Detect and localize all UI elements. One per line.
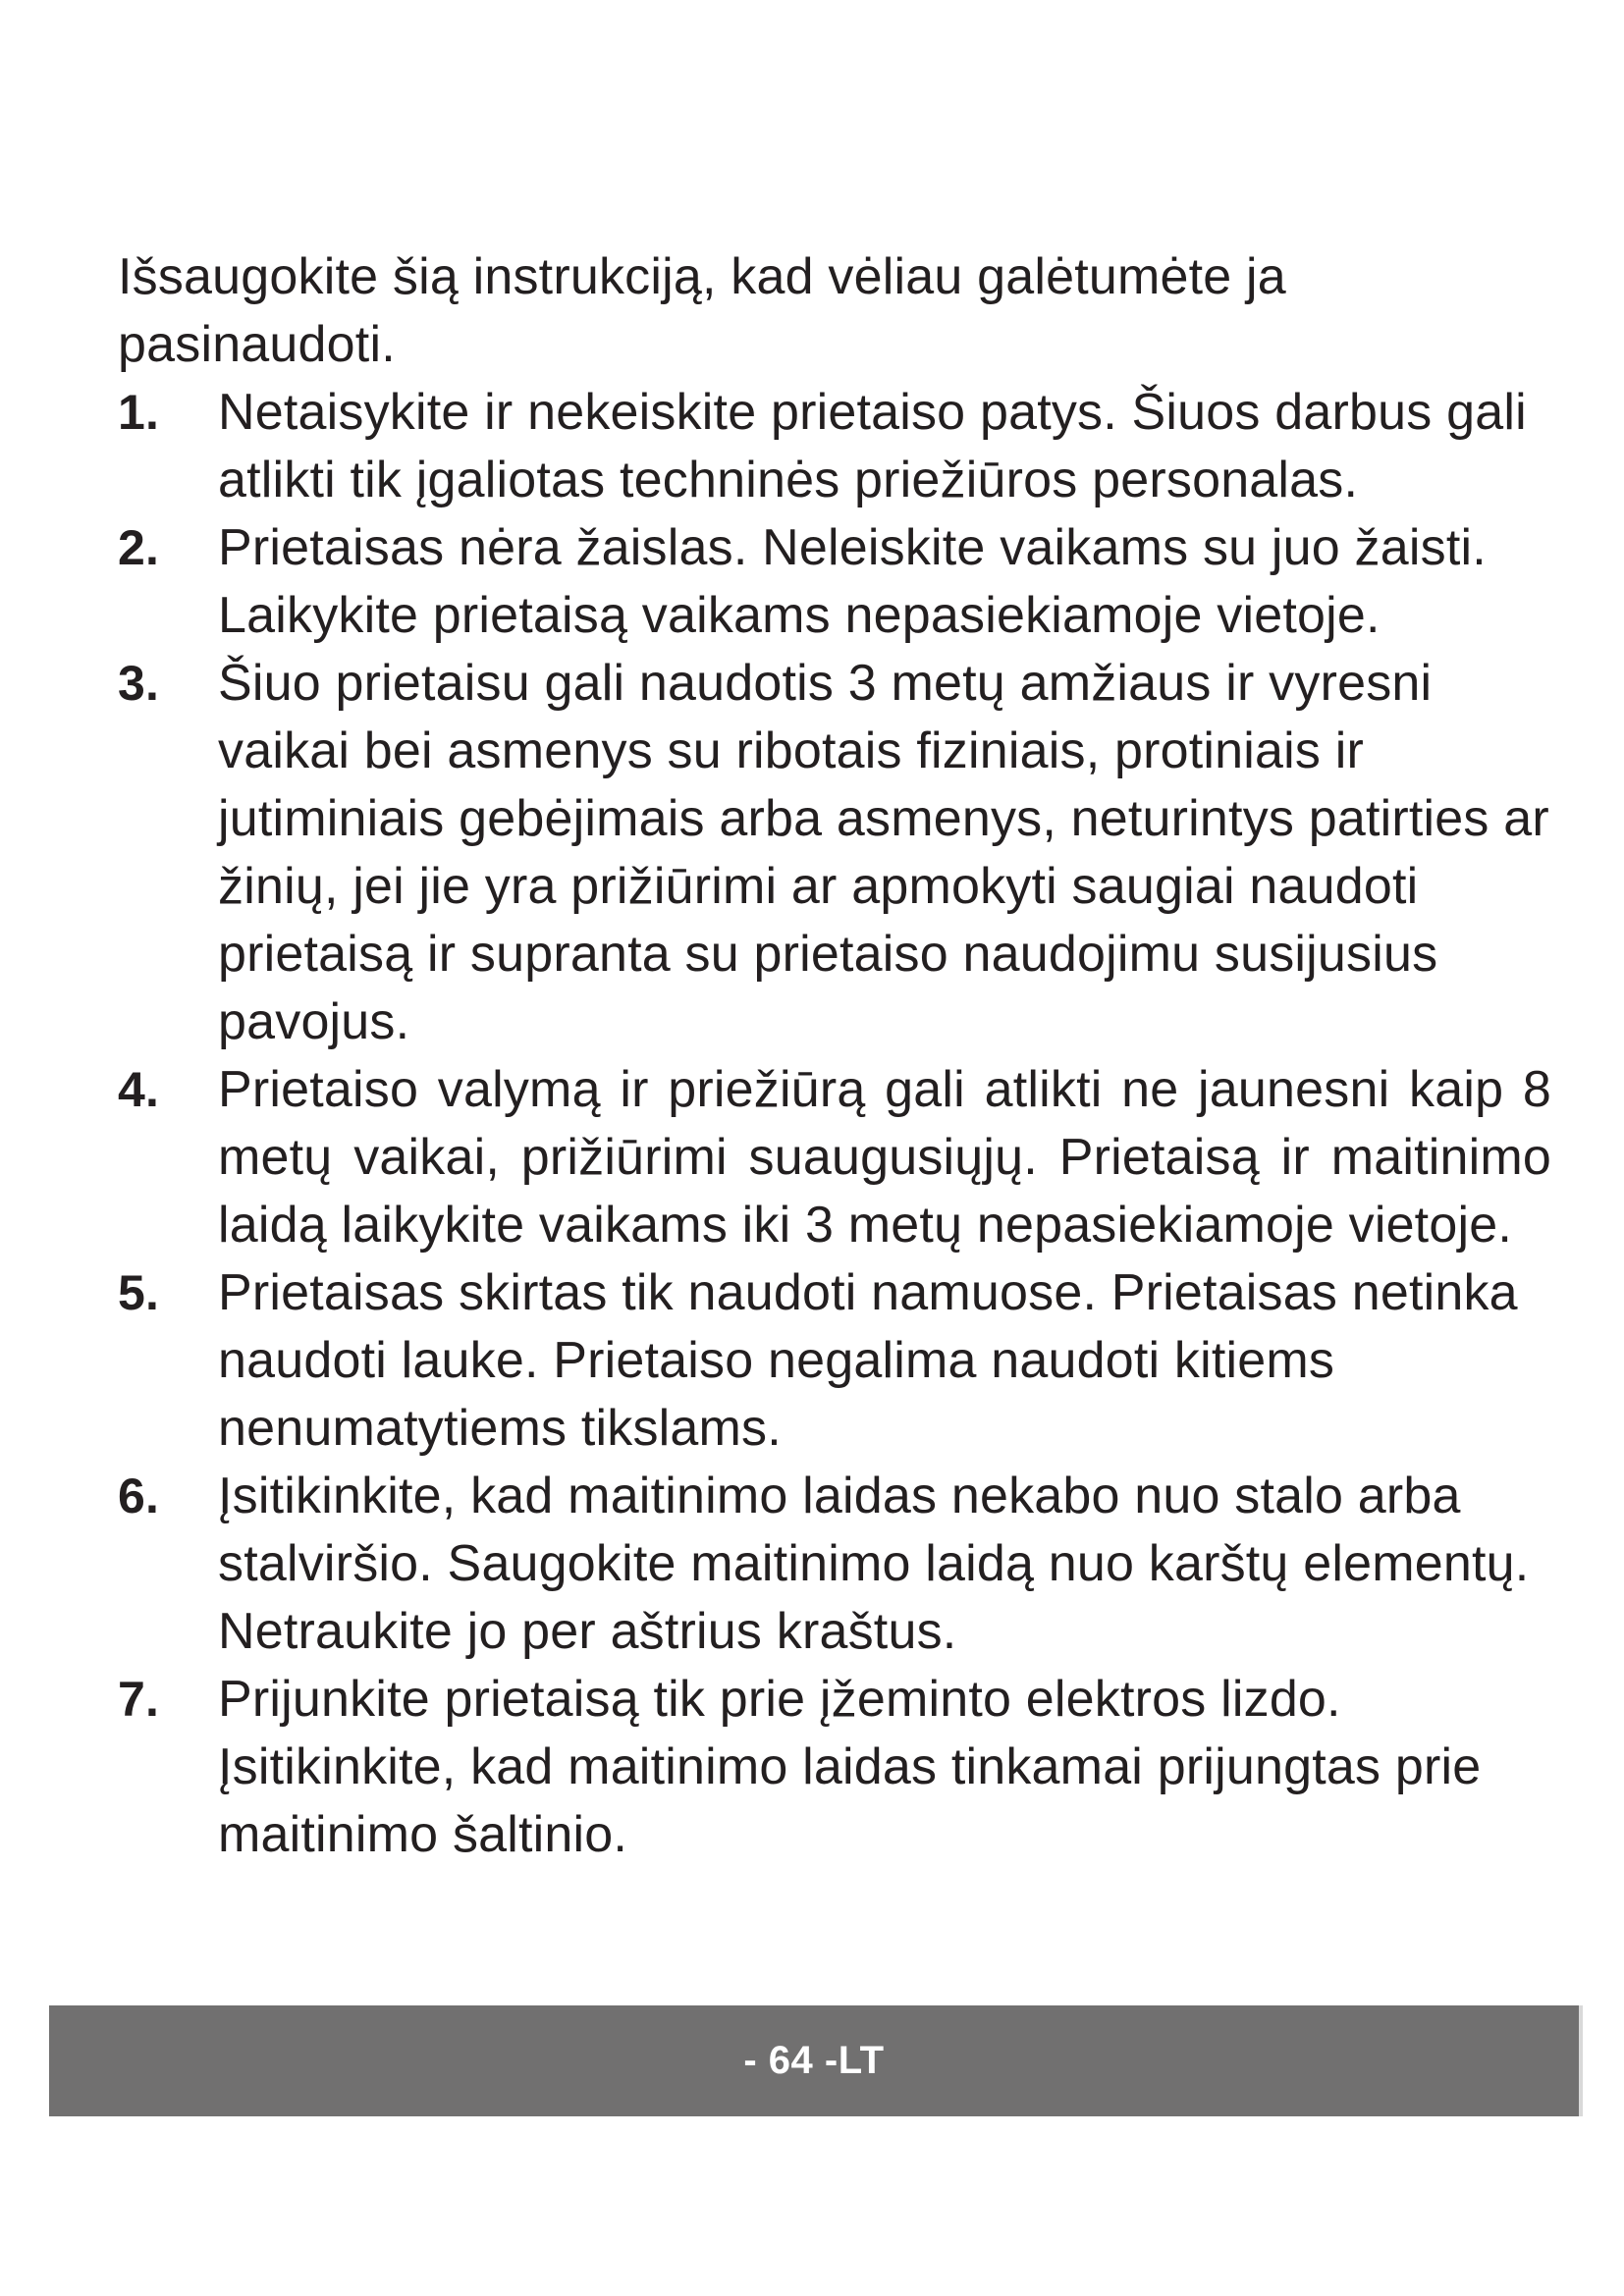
intro-paragraph: Išsaugokite šią instrukciją, kad vėliau galėtumėte ja pasinaudoti. bbox=[118, 248, 1286, 373]
list-item bbox=[118, 650, 1551, 1056]
footer-bar bbox=[49, 2005, 1579, 2116]
list-item bbox=[118, 1259, 1551, 1463]
item-text: Netaisykite ir nekeiskite prietaiso patys. Šiuos darbus gali atlikti tik įgaliotas techninės priežiūros personalas. bbox=[218, 384, 1527, 508]
item-text: Prietaiso valymą ir priežiūrą gali atlikti ne jaunesni kaip 8 metų vaikai, prižiūrimi suaugusiųjų. Prietaisą ir maitinimo laidą laikykite vaikams iki 3 metų nepasiekiamoje vietoje. bbox=[218, 1061, 1551, 1254]
item-number: 4. bbox=[118, 1062, 160, 1117]
list-item bbox=[118, 379, 1551, 514]
list-item bbox=[118, 1666, 1551, 1869]
instruction-list bbox=[118, 379, 1551, 1869]
page-number: - 64 -LT bbox=[743, 2039, 885, 2082]
item-number: 2. bbox=[118, 520, 160, 575]
item-text: Įsitikinkite, kad maitinimo laidas nekabo nuo stalo arba stalviršio. Saugokite maitinimo laidą nuo karštų elementų. Netraukite jo per aštrius kraštus. bbox=[218, 1468, 1530, 1660]
item-text: Prietaisas skirtas tik naudoti namuose. Prietaisas netinka naudoti lauke. Prietaiso negalima naudoti kitiems nenumatytiems tikslams. bbox=[218, 1264, 1518, 1457]
item-text: Prijunkite prietaisą tik prie įžeminto elektros lizdo. Įsitikinkite, kad maitinimo laidas tinkamai prijungtas prie maitinimo šaltinio. bbox=[218, 1671, 1482, 1863]
document-body bbox=[118, 243, 1551, 1869]
item-number: 5. bbox=[118, 1265, 160, 1320]
item-number: 1. bbox=[118, 385, 160, 440]
item-text: Prietaisas nėra žaislas. Neleiskite vaikams su juo žaisti. Laikykite prietaisą vaikams nepasiekiamoje vietoje. bbox=[218, 519, 1487, 644]
list-item bbox=[118, 1056, 1551, 1259]
item-number: 7. bbox=[118, 1672, 160, 1727]
list-item bbox=[118, 514, 1551, 650]
list-item bbox=[118, 1463, 1551, 1666]
item-number: 3. bbox=[118, 656, 160, 711]
item-number: 6. bbox=[118, 1468, 160, 1523]
item-text: Šiuo prietaisu gali naudotis 3 metų amžiaus ir vyresni vaikai bei asmenys su ribotais fiziniais, protiniais ir jutiminiais gebėjimais arba asmenys, neturintys patirties ar žinių, jei jie yra prižiūrimi ar apmokyti saugiai naudoti prietaisą ir supranta su prietaiso naudojimu susijusius pavojus. bbox=[218, 655, 1549, 1050]
